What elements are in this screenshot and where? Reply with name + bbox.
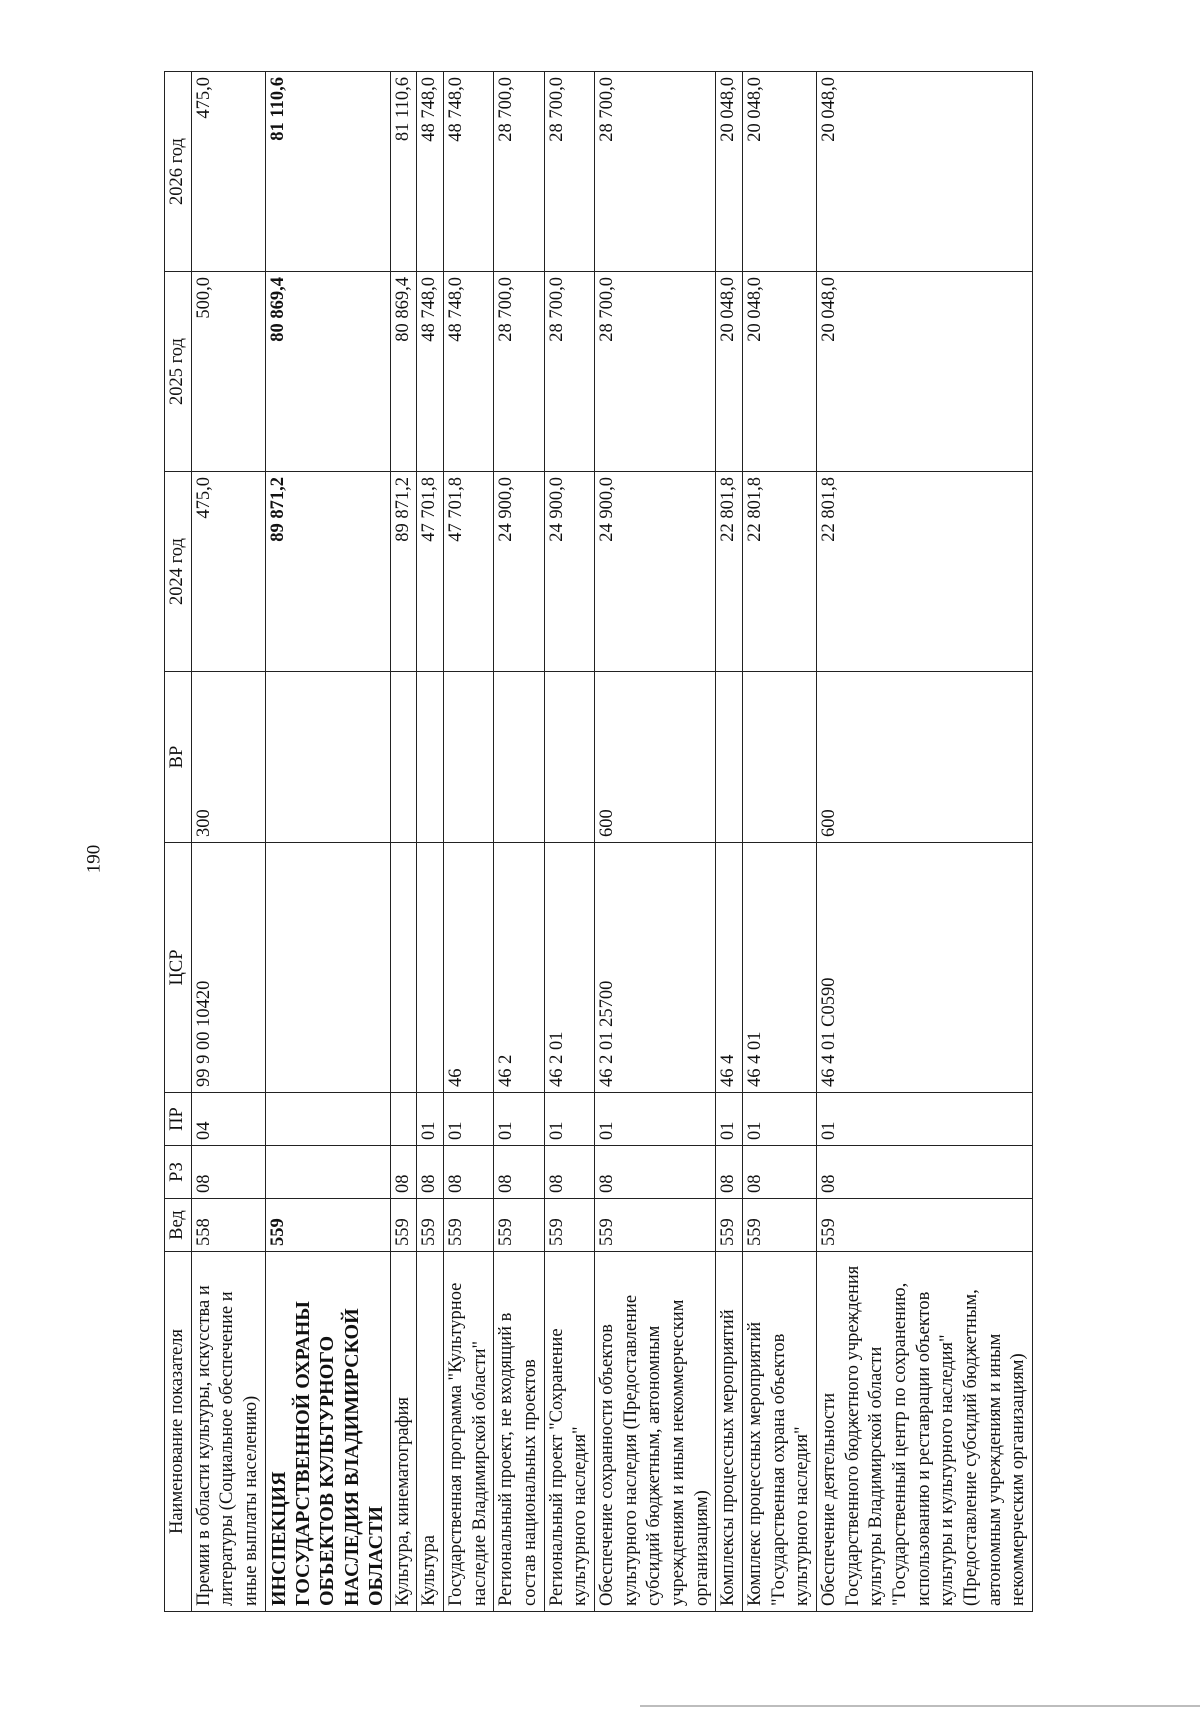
row-rz: 08: [443, 1146, 493, 1199]
row-2026: 81 110,6: [265, 72, 390, 272]
row-2026: 48 748,0: [443, 72, 493, 272]
row-rz: 08: [716, 1146, 743, 1199]
row-2026: 20 048,0: [817, 72, 1033, 272]
row-csr: 46 2: [494, 843, 544, 1093]
page-number: 190: [83, 844, 105, 874]
row-2024: 22 801,8: [716, 472, 743, 672]
row-2025: 20 048,0: [817, 272, 1033, 472]
table-row: [743, 72, 817, 1612]
row-2025: 48 748,0: [443, 272, 493, 472]
row-vr: [443, 672, 493, 843]
row-csr: 46 4: [716, 843, 743, 1093]
row-vr: 600: [595, 672, 716, 843]
table-row: [817, 72, 1033, 1612]
budget-table: [164, 71, 1033, 1612]
row-rz: 08: [544, 1146, 594, 1199]
header-csr: ЦСР: [165, 843, 192, 1093]
row-ved: 559: [716, 1199, 743, 1252]
row-name: Культура: [417, 1252, 444, 1612]
row-name: Культура, кинематография: [390, 1252, 417, 1612]
row-csr: 46: [443, 843, 493, 1093]
row-name: Региональный проект, не входящий в состав национальных проектов: [494, 1252, 544, 1612]
row-name: Государственная программа "Культурное наследие Владимирской области": [443, 1252, 493, 1612]
table-row: [265, 72, 390, 1612]
row-ved: 559: [390, 1199, 417, 1252]
row-2025: 80 869,4: [265, 272, 390, 472]
row-name: Обеспечение деятельности Государственного бюджетного учреждения культуры Владимирской области "Государственный центр по сохранению, использованию и реставрации объектов культуры и культурного наследия" (Предоставление субсидий бюджетным, автономным учреждениям и иным некоммерческим организациям): [817, 1252, 1033, 1612]
row-2026: 48 748,0: [417, 72, 444, 272]
row-pr: 01: [716, 1093, 743, 1146]
row-2024: 47 701,8: [417, 472, 444, 672]
row-2025: 28 700,0: [544, 272, 594, 472]
table-row: [443, 72, 493, 1612]
row-name: ИНСПЕКЦИЯ ГОСУДАРСТВЕННОЙ ОХРАНЫ ОБЪЕКТОВ КУЛЬТУРНОГО НАСЛЕДИЯ ВЛАДИМИРСКОЙ ОБЛАСТИ: [265, 1252, 390, 1612]
row-2024: 475,0: [191, 472, 265, 672]
row-csr: 46 4 01 С0590: [817, 843, 1033, 1093]
row-2024: 47 701,8: [443, 472, 493, 672]
row-pr: 01: [443, 1093, 493, 1146]
row-2025: 48 748,0: [417, 272, 444, 472]
row-vr: [265, 672, 390, 843]
row-csr: 99 9 00 10420: [191, 843, 265, 1093]
row-vr: 600: [817, 672, 1033, 843]
row-ved: 559: [265, 1199, 390, 1252]
row-pr: [390, 1093, 417, 1146]
row-ved: 559: [443, 1199, 493, 1252]
row-csr: [265, 843, 390, 1093]
row-vr: [716, 672, 743, 843]
header-name: Наименование показателя: [165, 1252, 192, 1612]
row-ved: 559: [743, 1199, 817, 1252]
row-name: Премии в области культуры, искусства и литературы (Социальное обеспечение и иные выплаты населению): [191, 1252, 265, 1612]
row-vr: [544, 672, 594, 843]
row-ved: 558: [191, 1199, 265, 1252]
rotated-table-wrapper: [164, 77, 1200, 1612]
row-pr: 04: [191, 1093, 265, 1146]
scan-edge-line: [640, 1705, 1200, 1707]
row-ved: 559: [817, 1199, 1033, 1252]
row-rz: [265, 1146, 390, 1199]
row-2024: 24 900,0: [494, 472, 544, 672]
header-2025: 2025 год: [165, 272, 192, 472]
row-pr: [265, 1093, 390, 1146]
row-vr: [417, 672, 444, 843]
row-name: Комплекс процессных мероприятий "Государственная охрана объектов культурного наследия": [743, 1252, 817, 1612]
row-pr: 01: [494, 1093, 544, 1146]
row-2025: 80 869,4: [390, 272, 417, 472]
row-ved: 559: [417, 1199, 444, 1252]
header-pr: ПР: [165, 1093, 192, 1146]
row-rz: 08: [390, 1146, 417, 1199]
row-ved: 559: [544, 1199, 594, 1252]
row-2025: 20 048,0: [716, 272, 743, 472]
row-vr: [390, 672, 417, 843]
header-ved: Вед: [165, 1199, 192, 1252]
row-csr: [390, 843, 417, 1093]
row-rz: 08: [191, 1146, 265, 1199]
row-csr: 46 4 01: [743, 843, 817, 1093]
row-name: Региональный проект "Сохранение культурного наследия": [544, 1252, 594, 1612]
row-2024: 22 801,8: [743, 472, 817, 672]
table-header-row: [165, 72, 192, 1612]
row-2026: 475,0: [191, 72, 265, 272]
table-row: [417, 72, 444, 1612]
table-row: [595, 72, 716, 1612]
row-2024: 22 801,8: [817, 472, 1033, 672]
row-csr: 46 2 01: [544, 843, 594, 1093]
row-pr: 01: [417, 1093, 444, 1146]
row-csr: 46 2 01 25700: [595, 843, 716, 1093]
table-row: [390, 72, 417, 1612]
row-2025: 28 700,0: [595, 272, 716, 472]
row-pr: 01: [544, 1093, 594, 1146]
row-rz: 08: [417, 1146, 444, 1199]
row-2025: 20 048,0: [743, 272, 817, 472]
row-rz: 08: [595, 1146, 716, 1199]
row-name: Обеспечение сохранности объектов культурного наследия (Предоставление субсидий бюджетным, автономным учреждениям и иным некоммерческим организациям): [595, 1252, 716, 1612]
row-pr: 01: [817, 1093, 1033, 1146]
header-2026: 2026 год: [165, 72, 192, 272]
row-2024: 89 871,2: [390, 472, 417, 672]
row-2025: 28 700,0: [494, 272, 544, 472]
row-pr: 01: [743, 1093, 817, 1146]
row-vr: [743, 672, 817, 843]
table-row: [494, 72, 544, 1612]
row-2026: 20 048,0: [716, 72, 743, 272]
row-vr: [494, 672, 544, 843]
row-rz: 08: [743, 1146, 817, 1199]
table-row: [191, 72, 265, 1612]
row-ved: 559: [595, 1199, 716, 1252]
row-rz: 08: [817, 1146, 1033, 1199]
row-2026: 20 048,0: [743, 72, 817, 272]
row-2024: 89 871,2: [265, 472, 390, 672]
table-row: [716, 72, 743, 1612]
row-2026: 28 700,0: [494, 72, 544, 272]
row-2026: 81 110,6: [390, 72, 417, 272]
header-rz: РЗ: [165, 1146, 192, 1199]
table-row: [544, 72, 594, 1612]
row-2024: 24 900,0: [544, 472, 594, 672]
row-2024: 24 900,0: [595, 472, 716, 672]
row-vr: 300: [191, 672, 265, 843]
row-pr: 01: [595, 1093, 716, 1146]
header-vr: ВР: [165, 672, 192, 843]
header-2024: 2024 год: [165, 472, 192, 672]
row-2026: 28 700,0: [595, 72, 716, 272]
row-2025: 500,0: [191, 272, 265, 472]
row-rz: 08: [494, 1146, 544, 1199]
row-ved: 559: [494, 1199, 544, 1252]
row-csr: [417, 843, 444, 1093]
row-2026: 28 700,0: [544, 72, 594, 272]
row-name: Комплексы процессных мероприятий: [716, 1252, 743, 1612]
